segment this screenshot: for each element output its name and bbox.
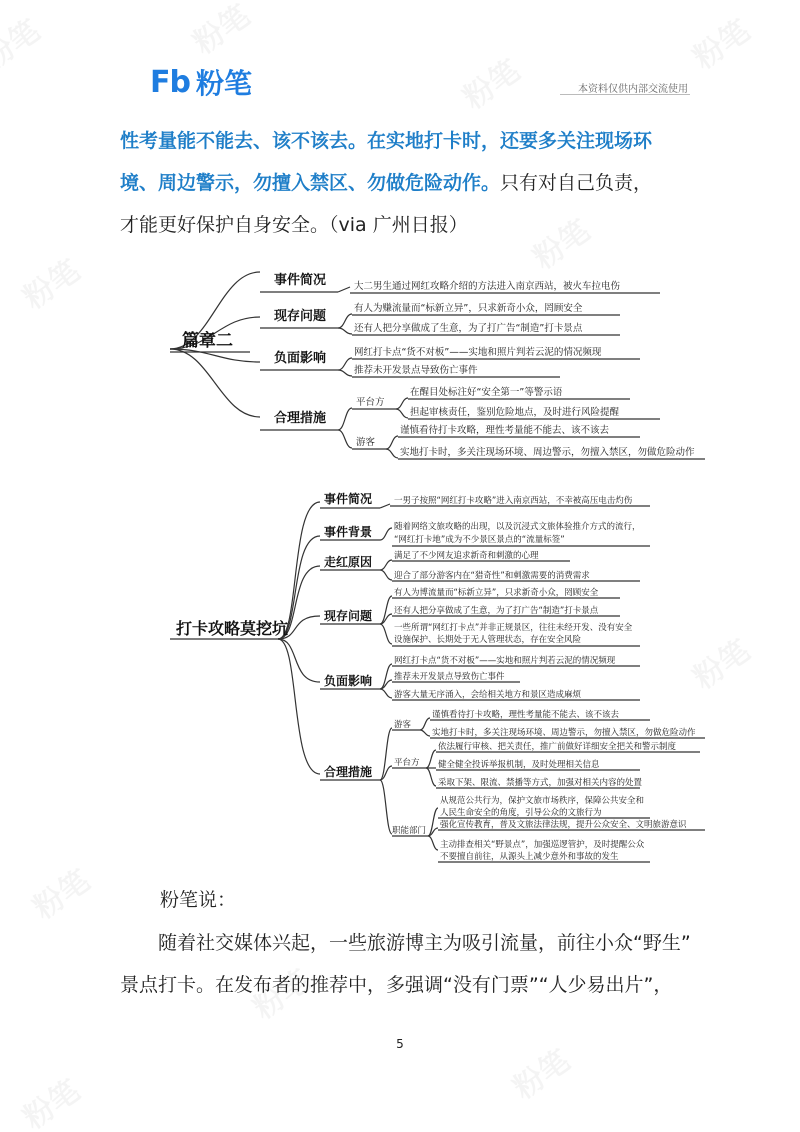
leaf-item: 主动排查相关“野景点”，加强巡逻管护，及时提醒公众 — [440, 840, 645, 850]
sub-branch-label: 平台方 — [356, 397, 385, 408]
branch-label: 事件背景 — [324, 525, 373, 539]
leaf-item: 迎合了部分游客内在“猎奇性”和刺激需要的消费需求 — [394, 571, 590, 581]
leaf-item: 人民生命安全的角度，引导公众的文旅行为 — [440, 808, 602, 818]
intro-line-2-bold: 境、周边警示，勿擅入禁区、勿做危险动作。 — [120, 172, 501, 194]
leaf-item: 推荐未开发景点导致伤亡事件 — [354, 365, 478, 376]
intro-line-2-plain: 只有对自己负责， — [500, 172, 653, 194]
branch-label: 走红原因 — [324, 555, 373, 569]
leaf-item: 还有人把分享做成了生意，为了打广告“制造”打卡景点 — [354, 323, 583, 334]
intro-line-1: 性考量能不能去、该不该去。在实地打卡时，还要多关注现场环 — [120, 130, 653, 152]
leaf-item: “网红打卡地”成为不少景区景点的“流量标签” — [394, 535, 565, 545]
intro-paragraph — [120, 120, 700, 246]
branch-label: 负面影响 — [324, 674, 373, 688]
mindmap-root: 篇章二 — [182, 331, 233, 351]
leaf-item: 从规范公共行为，保护文旅市场秩序，保障公共安全和 — [440, 796, 645, 806]
sub-branch-label: 游客 — [356, 437, 376, 448]
leaf-item: 在醒目处标注好“安全第一”等警示语 — [410, 387, 563, 398]
branch-label: 事件简况 — [324, 492, 373, 506]
mindmap-chapter-two — [170, 262, 710, 472]
leaf-item: 游客大量无序涌入，会给相关地方和景区造成麻烦 — [394, 690, 582, 700]
leaf-item: 一男子按照“网红打卡攻略”进入南京西站，不幸被高压电击灼伤 — [394, 496, 633, 506]
watermark — [23, 857, 97, 927]
leaf-item: 强化宣传教育，普及文旅法律法规，提升公众安全、文明旅游意识 — [440, 820, 687, 830]
body-paragraph-line-1: 随着社交媒体兴起，一些旅游博主为吸引流量，前往小众“野生” — [158, 932, 691, 954]
branch-label: 合理措施 — [324, 765, 373, 779]
leaf-item: 还有人把分享做成了生意，为了打广告“制造”打卡景点 — [394, 606, 599, 616]
leaf-item: 设施保护、长期处于无人管理状态，存在安全风险 — [394, 635, 582, 645]
mindmap-root: 打卡攻略莫挖坑 — [176, 619, 289, 638]
watermark — [183, 0, 257, 62]
brand-header — [150, 62, 252, 102]
body-paragraph-line-2: 景点打卡。在发布者的推荐中，多强调“没有门票”“人少易出片”， — [120, 974, 673, 996]
sub-branch-label: 职能部门 — [392, 826, 427, 836]
sub-branch-label: 游客 — [394, 720, 412, 730]
leaf-item: 一些所谓“网红打卡点”并非正规景区，往往未经开发、没有安全 — [394, 623, 633, 633]
watermark — [0, 7, 47, 77]
leaf-item: 采取下架、限流、禁播等方式，加强对相关内容的处置 — [438, 778, 643, 788]
section-caption: 粉笔说： — [160, 889, 237, 911]
header-note: 本资料仅供内部交流使用 — [578, 84, 688, 95]
leaf-item: 谨慎看待打卡攻略，理性考量能不能去、该不该去 — [432, 710, 620, 720]
watermark — [453, 47, 527, 117]
header-divider — [560, 94, 690, 95]
watermark — [683, 7, 757, 77]
leaf-item: 实地打卡时，多关注现场环境、周边警示，勿擅入禁区，勿做危险动作 — [432, 728, 696, 738]
branch-label: 事件简况 — [274, 273, 327, 288]
leaf-item: 担起审核责任，鉴别危险地点，及时进行风险提醒 — [410, 407, 620, 418]
mindmap-check-in-guide — [170, 484, 710, 874]
leaf-item: 不要擅自前往，从源头上减少意外和事故的发生 — [440, 852, 619, 862]
leaf-item: 满足了不少网友追求新奇和刺激的心理 — [394, 551, 539, 561]
leaf-item: 网红打卡点“货不对板”——实地和照片判若云泥的情况频现 — [354, 347, 602, 358]
brand-name: 粉笔 — [195, 67, 252, 100]
brand-logo-icon: Fb — [150, 64, 190, 100]
leaf-item: 推荐未开发景点导致伤亡事件 — [394, 672, 505, 682]
intro-line-3: 才能更好保护自身安全。（via 广州日报） — [120, 214, 468, 236]
leaf-item: 有人为赚流量而“标新立异”，只求新奇小众，罔顾安全 — [354, 303, 583, 314]
sub-branch-label: 平台方 — [394, 758, 420, 768]
leaf-item: 有人为博流量而“标新立异”，只求新奇小众，罔顾安全 — [394, 588, 599, 598]
branch-label: 现存问题 — [274, 309, 327, 324]
leaf-item: 大二男生通过网红攻略介绍的方法进入南京西站，被火车拉电伤 — [354, 281, 621, 292]
watermark — [13, 1067, 87, 1132]
leaf-item: 依法履行审核、把关责任，推广前做好详细安全把关和警示制度 — [438, 742, 677, 752]
branch-label: 现存问题 — [324, 609, 373, 623]
leaf-item: 健全健全投诉举报机制，及时处理相关信息 — [438, 760, 600, 770]
leaf-item: 谨慎看待打卡攻略，理性考量能不能去、该不该去 — [400, 425, 610, 436]
leaf-item: 实地打卡时，多关注现场环境、周边警示，勿擅入禁区，勿做危险动作 — [400, 447, 695, 458]
branch-label: 负面影响 — [274, 351, 327, 366]
leaf-item: 网红打卡点“货不对板”——实地和照片判若云泥的情况频现 — [394, 656, 616, 666]
page-number: 5 — [396, 1037, 404, 1051]
watermark — [13, 247, 87, 317]
leaf-item: 随着网络文旅攻略的出现，以及沉浸式文旅体验推介方式的流行， — [394, 522, 641, 532]
branch-label: 合理措施 — [274, 411, 327, 426]
